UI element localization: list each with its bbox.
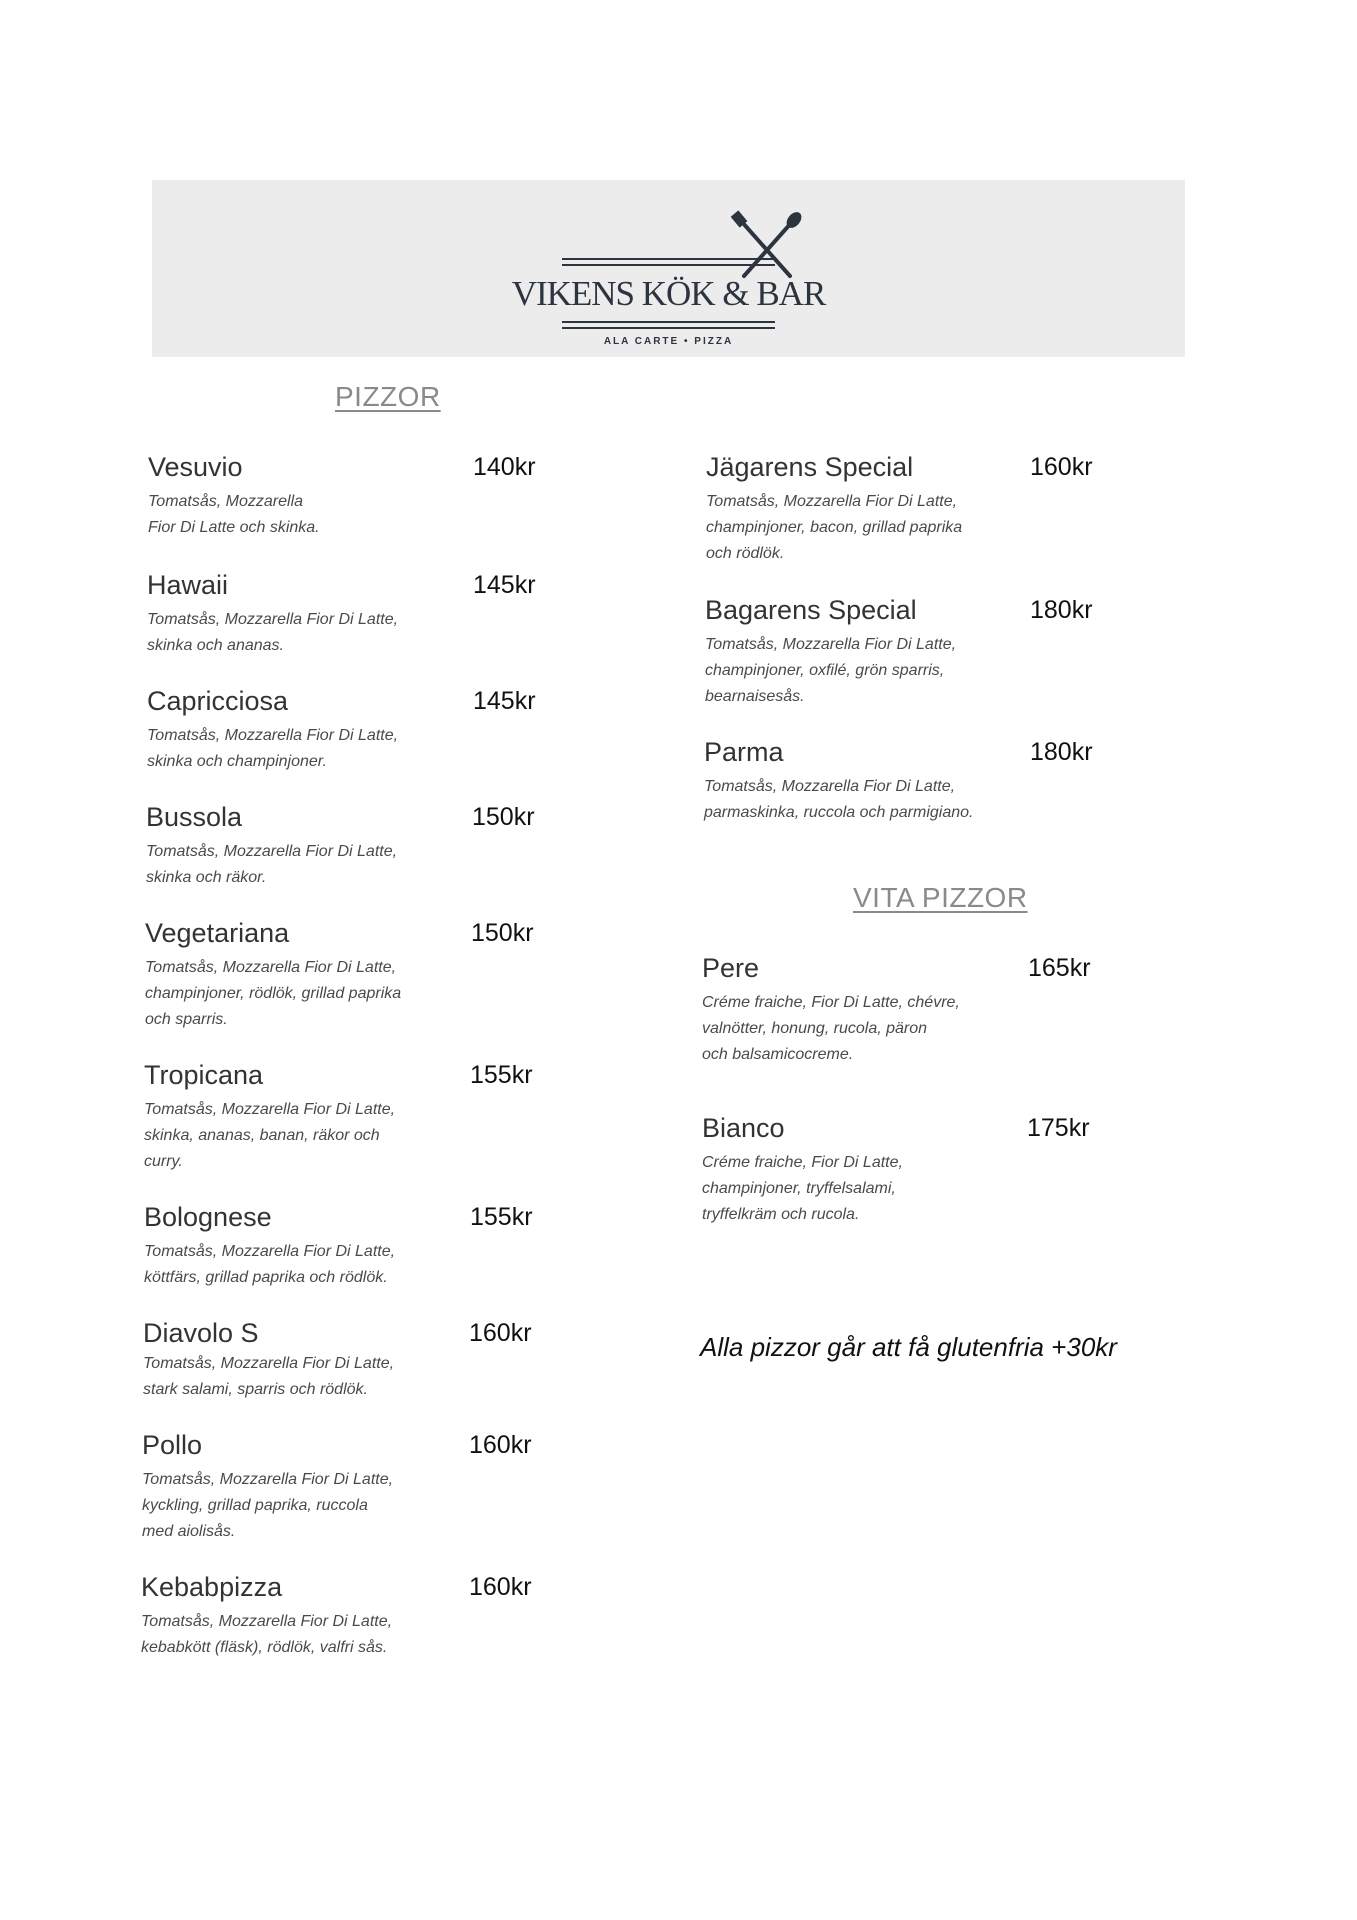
item-price: 165kr <box>1028 954 1091 982</box>
item-price: 160kr <box>469 1431 532 1459</box>
item-name: Parma <box>704 737 784 767</box>
item-name: Capricciosa <box>147 686 289 716</box>
item-description: Tomatsås, Mozzarella Fior Di Latte, stark salami, sparris och rödlök. <box>143 1355 395 1398</box>
item-description: Tomatsås, Mozzarella Fior Di Latte, skinka och räkor. <box>146 843 398 886</box>
menu-item <box>144 1201 544 1291</box>
section-title-pizzor: PIZZOR <box>335 381 441 412</box>
item-description: Tomatsås, Mozzarella Fior Di Latte, köttfärs, grillad paprika och rödlök. <box>144 1243 396 1286</box>
item-price: 155kr <box>470 1061 533 1089</box>
item-price: 160kr <box>469 1319 532 1347</box>
menu-item <box>146 801 546 891</box>
menu-item <box>145 917 545 1033</box>
restaurant-name: VIKENS KÖK & BAR <box>511 274 826 313</box>
item-description: Créme fraiche, Fior Di Latte, champinjoner, tryffelsalami, tryffelkräm och rucola. <box>702 1154 903 1223</box>
menu-item <box>147 685 547 775</box>
menu-item <box>144 1059 544 1175</box>
item-description: Tomatsås, Mozzarella Fior Di Latte, skinka och ananas. <box>147 611 399 654</box>
item-description: Tomatsås, Mozzarella Fior Di Latte, champinjoner, oxfilé, grön sparris, bearnaisesås. <box>705 636 957 705</box>
item-price: 140kr <box>473 453 536 481</box>
item-price: 180kr <box>1030 738 1093 766</box>
menu-item <box>143 1317 543 1403</box>
item-price: 150kr <box>471 919 534 947</box>
restaurant-logo <box>152 180 1185 357</box>
menu-item <box>702 952 1122 1068</box>
menu-item <box>702 1112 1122 1228</box>
item-description: Tomatsås, Mozzarella Fior Di Latte, parmaskinka, ruccola och parmigiano. <box>704 778 974 821</box>
menu-item <box>141 1571 541 1661</box>
item-description: Tomatsås, Mozzarella Fior Di Latte, skinka, ananas, banan, räkor och curry. <box>144 1101 396 1170</box>
menu-item <box>147 569 547 659</box>
item-price: 155kr <box>470 1203 533 1231</box>
item-description: Tomatsås, Mozzarella Fior Di Latte, kebabkött (fläsk), rödlök, valfri sås. <box>141 1613 393 1656</box>
gluten-free-note: Alla pizzor går att få glutenfria +30kr <box>700 1332 1117 1362</box>
item-name: Tropicana <box>144 1060 264 1090</box>
item-price: 160kr <box>1030 453 1093 481</box>
logo-rule-bottom-2 <box>562 327 775 329</box>
item-description: Tomatsås, Mozzarella Fior Di Latte och skinka. <box>148 493 320 536</box>
item-price: 180kr <box>1030 596 1093 624</box>
item-name: Vesuvio <box>148 452 243 482</box>
logo-rule-top <box>562 258 775 260</box>
logo-rule-bottom <box>562 321 775 323</box>
item-name: Bianco <box>702 1113 785 1143</box>
item-name: Pollo <box>142 1430 203 1460</box>
item-name: Hawaii <box>147 570 229 600</box>
menu-item <box>706 451 1126 567</box>
item-price: 175kr <box>1027 1114 1090 1142</box>
menu-item <box>704 736 1124 826</box>
item-name: Bagarens Special <box>705 595 917 625</box>
item-name: Pere <box>702 953 760 983</box>
menu-item <box>142 1429 542 1545</box>
item-name: Jägarens Special <box>706 452 914 482</box>
item-price: 145kr <box>473 687 536 715</box>
item-description: Créme fraiche, Fior Di Latte, chévre, valnötter, honung, rucola, päron och balsamicocreme. <box>702 994 960 1063</box>
item-name: Bussola <box>146 802 243 832</box>
fork-and-knife-icon <box>712 210 822 280</box>
item-price: 150kr <box>472 803 535 831</box>
menu-item <box>705 594 1125 710</box>
item-description: Tomatsås, Mozzarella Fior Di Latte, kyckling, grillad paprika, ruccola med aiolisås. <box>142 1471 394 1540</box>
restaurant-subtitle: ALA CARTE • PIZZA <box>603 336 734 347</box>
menu-item <box>148 451 548 541</box>
logo-rule-top-2 <box>562 264 775 266</box>
header-banner <box>152 180 1185 357</box>
item-name: Diavolo S <box>143 1318 259 1348</box>
item-description: Tomatsås, Mozzarella Fior Di Latte, skinka och champinjoner. <box>147 727 399 770</box>
item-name: Kebabpizza <box>141 1572 283 1602</box>
item-name: Bolognese <box>144 1202 272 1232</box>
item-description: Tomatsås, Mozzarella Fior Di Latte, champinjoner, bacon, grillad paprika och rödlök. <box>706 493 963 562</box>
section-title-vita-pizzor: VITA PIZZOR <box>853 882 1028 913</box>
item-description: Tomatsås, Mozzarella Fior Di Latte, champinjoner, rödlök, grillad paprika och sparris. <box>145 959 402 1028</box>
item-price: 145kr <box>473 571 536 599</box>
item-name: Vegetariana <box>145 918 290 948</box>
item-price: 160kr <box>469 1573 532 1601</box>
